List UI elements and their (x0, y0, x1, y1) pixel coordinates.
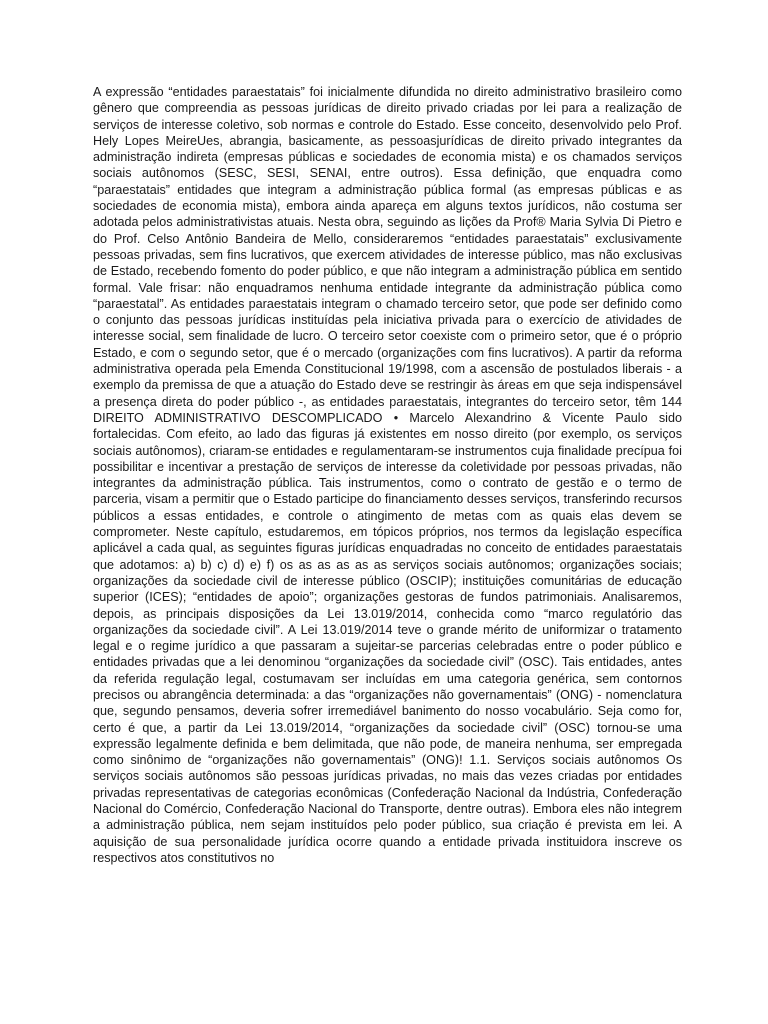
document-page (93, 84, 682, 866)
body-paragraph: A expressão “entidades paraestatais” foi inicialmente difundida no direito administrativo brasileiro como gênero que compreendia as pessoas jurídicas de direito privado criadas por lei para a realização de serviços de interesse coletivo, sob normas e controle do Estado. Esse conceito, desenvolvido pelo Prof. Hely Lopes MeireUes, abrangia, basicamente, as pessoasjurídicas de direito privado integrantes da administração indireta (empresas públicas e sociedades de economia mista) e os chamados serviços sociais autônomos (SESC, SESI, SENAI, entre outros). Essa definição, que enquadra como “paraestatais” entidades que integram a administração pública formal (as empresas públicas e as sociedades de economia mista), embora ainda apareça em alguns textos jurídicos, não costuma ser adotada pelos administrativistas atuais. Nesta obra, seguindo as lições da Prof® Maria Sylvia Di Pietro e do Prof. Celso Antônio Bandeira de Mello, consideraremos “entidades paraestatais” exclusivamente pessoas privadas, sem fins lucrativos, que exercem atividades de interesse público, mas não exclusivas de Estado, recebendo fomento do poder público, e que não integram a administração pública em sentido formal. Vale frisar: não enquadramos nenhuma entidade integrante da administração pública como “paraestatal”. As entidades paraestatais integram o chamado terceiro setor, que pode ser definido como o conjunto das pessoas jurídicas instituídas pela iniciativa privada para o exercício de atividades de interesse social, sem finalidade de lucro. O terceiro setor coexiste com o primeiro setor, que é o próprio Estado, e com o segundo setor, que é o mercado (organizações com fins lucrativos). A partir da reforma administrativa operada pela Emenda Constitucional 19/1998, com a ascensão de postulados liberais - a exemplo da premissa de que a atuação do Estado deve se restringir às áreas em que seja indispensável a presença direta do poder público -, as entidades paraestatais, integrantes do terceiro setor, têm 144 DIREITO ADMINISTRATIVO DESCOMPLICADO • Marcelo Alexandrino & Vicente Paulo sido fortalecidas. Com efeito, ao lado das figuras já existentes em nosso direito (por exemplo, os serviços sociais autônomos), criaram-se entidades e regulamentaram-se instrumentos cuja finalidade precípua foi possibilitar e incentivar a prestação de serviços de interesse da coletividade por pessoas privadas, não integrantes da administração pública. Tais instrumentos, como o contrato de gestão e o termo de parceria, visam a permitir que o Estado participe do financiamento desses serviços, transferindo recursos públicos a essas entidades, e controle o atingimento de metas com as quais elas devem se comprometer. Neste capítulo, estudaremos, em tópicos próprios, nos termos da legislação específica aplicável a cada qual, as seguintes figuras jurídicas enquadradas no conceito de entidades paraestatais que adotamos: a) b) c) d) e) f) os as as as as as serviços sociais autônomos; organizações sociais; organizações da sociedade civil de interesse público (OSCIP); instituições comunitárias de educação superior (ICES); “entidades de apoio”; organizações gestoras de fundos patrimoniais. Analisaremos, depois, as principais disposições da Lei 13.019/2014, conhecida como “marco regulatório das organizações da sociedade civil”. A Lei 13.019/2014 teve o grande mérito de uniformizar o tratamento legal e o regime jurídico a que passaram a sujeitar-se parcerias celebradas entre o poder público e entidades privadas que a lei denominou “organizações da sociedade civil” (OSC). Tais entidades, antes da referida regulação legal, costumavam ser incluídas em uma categoria genérica, sem contornos precisos ou abrangência determinada: a das “organizações não governamentais” (ONG) - nomenclatura que, segundo pensamos, deveria sofrer irremediável banimento do nosso vocabulário. Seja como for, certo é que, a partir da Lei 13.019/2014, “organizações da sociedade civil” (OSC) tornou-se uma expressão legalmente definida e bem delimitada, que não pode, de maneira nenhuma, ser empregada como sinônimo de “organizações não governamentais” (ONG)! 1.1. Serviços sociais autônomos Os serviços sociais autônomos são pessoas jurídicas privadas, no mais das vezes criadas por entidades privadas representativas de categorias econômicas (Confederação Nacional da Indústria, Confederação Nacional do Comércio, Confederação Nacional do Transporte, dentre outras). Embora eles não integrem a administração pública, nem sejam instituídos pelo poder público, sua criação é prevista em lei. A aquisição de sua personalidade jurídica ocorre quando a entidade privada instituidora inscreve os respectivos atos constitutivos no (93, 85, 682, 865)
